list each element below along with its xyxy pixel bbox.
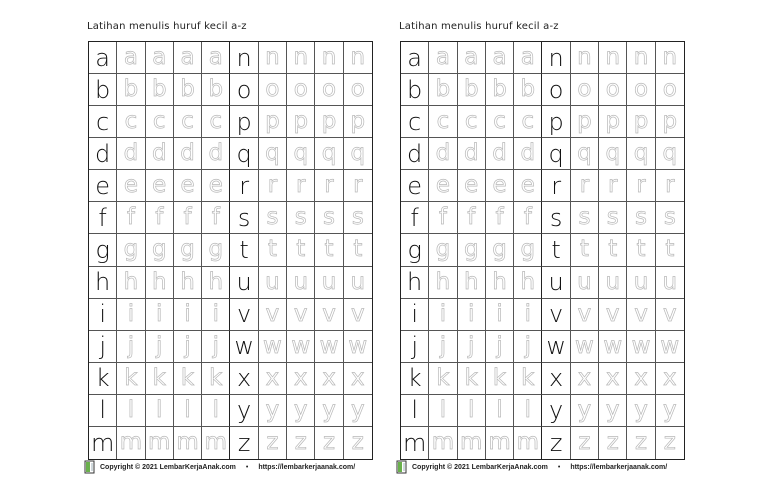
trace-letter-p: p [627, 106, 655, 138]
trace-letter-j: j [458, 331, 486, 363]
trace-letter-o: o [287, 74, 315, 106]
model-letter-o: o [230, 74, 258, 106]
trace-letter-d: d [146, 138, 174, 170]
trace-letter-h: h [514, 267, 542, 299]
model-letter-b: b [89, 74, 117, 106]
trace-letter-i: i [458, 299, 486, 331]
trace-letter-d: d [429, 138, 457, 170]
model-letter-c: c [401, 106, 429, 138]
trace-letter-q: q [287, 138, 315, 170]
model-letter-s: s [230, 202, 258, 234]
trace-letter-e: e [146, 170, 174, 202]
copyright-text: Copyright © 2021 LembarKerjaAnak.com [100, 463, 236, 471]
trace-letter-d: d [202, 138, 230, 170]
trace-letter-p: p [599, 106, 627, 138]
trace-letter-w: w [315, 331, 343, 363]
trace-letter-m: m [174, 427, 202, 459]
footer-separator: • [557, 463, 561, 471]
trace-letter-l: l [458, 395, 486, 427]
trace-letter-y: y [287, 395, 315, 427]
trace-letter-s: s [315, 202, 343, 234]
book-logo-icon [84, 460, 96, 474]
trace-letter-k: k [202, 363, 230, 395]
trace-letter-u: u [571, 267, 599, 299]
model-letter-r: r [542, 170, 570, 202]
trace-letter-c: c [174, 106, 202, 138]
letter-grid [88, 41, 373, 460]
model-letter-w: w [542, 331, 570, 363]
trace-letter-t: t [627, 234, 655, 266]
trace-letter-i: i [429, 299, 457, 331]
trace-letter-k: k [146, 363, 174, 395]
trace-letter-m: m [514, 427, 542, 459]
trace-letter-r: r [344, 170, 372, 202]
trace-letter-e: e [117, 170, 145, 202]
trace-letter-z: z [627, 427, 655, 459]
trace-letter-e: e [486, 170, 514, 202]
trace-letter-w: w [656, 331, 684, 363]
trace-letter-t: t [287, 234, 315, 266]
trace-letter-g: g [458, 234, 486, 266]
trace-letter-z: z [571, 427, 599, 459]
trace-letter-w: w [627, 331, 655, 363]
model-letter-y: y [542, 395, 570, 427]
trace-letter-t: t [656, 234, 684, 266]
trace-letter-j: j [146, 331, 174, 363]
worksheet-title: Latihan menulis huruf kecil a-z [87, 21, 247, 32]
trace-letter-m: m [458, 427, 486, 459]
model-letter-n: n [542, 42, 570, 74]
footer-separator: • [245, 463, 249, 471]
model-letter-p: p [230, 106, 258, 138]
trace-letter-k: k [117, 363, 145, 395]
trace-letter-y: y [627, 395, 655, 427]
trace-letter-b: b [202, 74, 230, 106]
trace-letter-v: v [599, 299, 627, 331]
trace-letter-u: u [259, 267, 287, 299]
trace-letter-w: w [287, 331, 315, 363]
trace-letter-e: e [458, 170, 486, 202]
trace-letter-f: f [514, 202, 542, 234]
trace-letter-e: e [174, 170, 202, 202]
trace-letter-j: j [174, 331, 202, 363]
model-letter-e: e [89, 170, 117, 202]
model-letter-t: t [230, 234, 258, 266]
trace-letter-u: u [315, 267, 343, 299]
trace-letter-w: w [259, 331, 287, 363]
trace-letter-b: b [514, 74, 542, 106]
trace-letter-q: q [627, 138, 655, 170]
trace-letter-h: h [458, 267, 486, 299]
trace-letter-f: f [146, 202, 174, 234]
trace-letter-f: f [486, 202, 514, 234]
trace-letter-c: c [429, 106, 457, 138]
model-letter-l: l [89, 395, 117, 427]
model-letter-u: u [230, 267, 258, 299]
trace-letter-n: n [344, 42, 372, 74]
trace-letter-j: j [429, 331, 457, 363]
trace-letter-q: q [344, 138, 372, 170]
trace-letter-o: o [599, 74, 627, 106]
model-letter-j: j [401, 331, 429, 363]
trace-letter-x: x [599, 363, 627, 395]
trace-letter-t: t [344, 234, 372, 266]
trace-letter-v: v [571, 299, 599, 331]
model-letter-u: u [542, 267, 570, 299]
model-letter-z: z [230, 427, 258, 459]
worksheet-left [84, 0, 384, 501]
trace-letter-i: i [202, 299, 230, 331]
trace-letter-c: c [146, 106, 174, 138]
trace-letter-h: h [429, 267, 457, 299]
trace-letter-o: o [627, 74, 655, 106]
trace-letter-b: b [146, 74, 174, 106]
model-letter-q: q [230, 138, 258, 170]
model-letter-m: m [401, 427, 429, 459]
trace-letter-v: v [656, 299, 684, 331]
trace-letter-r: r [599, 170, 627, 202]
trace-letter-j: j [486, 331, 514, 363]
trace-letter-t: t [571, 234, 599, 266]
trace-letter-n: n [627, 42, 655, 74]
trace-letter-w: w [599, 331, 627, 363]
trace-letter-k: k [486, 363, 514, 395]
trace-letter-e: e [202, 170, 230, 202]
website-link[interactable]: https://lembarkerjaanak.com/ [570, 463, 668, 471]
trace-letter-z: z [315, 427, 343, 459]
trace-letter-l: l [202, 395, 230, 427]
trace-letter-l: l [429, 395, 457, 427]
trace-letter-d: d [486, 138, 514, 170]
trace-letter-m: m [202, 427, 230, 459]
model-letter-m: m [89, 427, 117, 459]
trace-letter-w: w [571, 331, 599, 363]
model-letter-j: j [89, 331, 117, 363]
trace-letter-x: x [259, 363, 287, 395]
model-letter-x: x [230, 363, 258, 395]
trace-letter-q: q [656, 138, 684, 170]
trace-letter-c: c [202, 106, 230, 138]
model-letter-d: d [89, 138, 117, 170]
trace-letter-z: z [287, 427, 315, 459]
model-letter-d: d [401, 138, 429, 170]
trace-letter-y: y [571, 395, 599, 427]
model-letter-x: x [542, 363, 570, 395]
trace-letter-a: a [174, 42, 202, 74]
model-letter-l: l [401, 395, 429, 427]
model-letter-f: f [401, 202, 429, 234]
trace-letter-t: t [259, 234, 287, 266]
model-letter-p: p [542, 106, 570, 138]
model-letter-a: a [89, 42, 117, 74]
trace-letter-n: n [287, 42, 315, 74]
trace-letter-e: e [514, 170, 542, 202]
trace-letter-r: r [656, 170, 684, 202]
trace-letter-a: a [202, 42, 230, 74]
trace-letter-g: g [174, 234, 202, 266]
trace-letter-v: v [259, 299, 287, 331]
trace-letter-m: m [486, 427, 514, 459]
trace-letter-m: m [429, 427, 457, 459]
worksheet-footer [84, 458, 384, 476]
model-letter-v: v [230, 299, 258, 331]
website-link[interactable]: https://lembarkerjaanak.com/ [258, 463, 356, 471]
trace-letter-v: v [315, 299, 343, 331]
trace-letter-a: a [117, 42, 145, 74]
trace-letter-m: m [117, 427, 145, 459]
model-letter-z: z [542, 427, 570, 459]
trace-letter-l: l [146, 395, 174, 427]
trace-letter-n: n [599, 42, 627, 74]
model-letter-k: k [401, 363, 429, 395]
model-letter-e: e [401, 170, 429, 202]
model-letter-y: y [230, 395, 258, 427]
trace-letter-h: h [174, 267, 202, 299]
trace-letter-t: t [599, 234, 627, 266]
trace-letter-r: r [259, 170, 287, 202]
trace-letter-c: c [117, 106, 145, 138]
trace-letter-o: o [571, 74, 599, 106]
trace-letter-y: y [344, 395, 372, 427]
trace-letter-x: x [344, 363, 372, 395]
trace-letter-f: f [458, 202, 486, 234]
trace-letter-x: x [315, 363, 343, 395]
trace-letter-u: u [656, 267, 684, 299]
trace-letter-x: x [571, 363, 599, 395]
trace-letter-s: s [259, 202, 287, 234]
trace-letter-u: u [627, 267, 655, 299]
trace-letter-a: a [514, 42, 542, 74]
trace-letter-w: w [344, 331, 372, 363]
trace-letter-r: r [315, 170, 343, 202]
model-letter-c: c [89, 106, 117, 138]
trace-letter-y: y [315, 395, 343, 427]
trace-letter-b: b [486, 74, 514, 106]
trace-letter-y: y [599, 395, 627, 427]
model-letter-i: i [401, 299, 429, 331]
trace-letter-l: l [514, 395, 542, 427]
trace-letter-p: p [344, 106, 372, 138]
trace-letter-f: f [202, 202, 230, 234]
trace-letter-c: c [458, 106, 486, 138]
model-letter-o: o [542, 74, 570, 106]
trace-letter-k: k [458, 363, 486, 395]
trace-letter-m: m [146, 427, 174, 459]
model-letter-f: f [89, 202, 117, 234]
trace-letter-x: x [627, 363, 655, 395]
trace-letter-g: g [514, 234, 542, 266]
trace-letter-l: l [486, 395, 514, 427]
trace-letter-u: u [599, 267, 627, 299]
trace-letter-j: j [514, 331, 542, 363]
worksheet-right [396, 0, 696, 501]
trace-letter-l: l [117, 395, 145, 427]
model-letter-q: q [542, 138, 570, 170]
trace-letter-k: k [429, 363, 457, 395]
worksheet-title: Latihan menulis huruf kecil a-z [399, 21, 559, 32]
trace-letter-f: f [429, 202, 457, 234]
trace-letter-g: g [146, 234, 174, 266]
trace-letter-o: o [656, 74, 684, 106]
book-logo-icon [396, 460, 408, 474]
trace-letter-b: b [174, 74, 202, 106]
trace-letter-i: i [514, 299, 542, 331]
model-letter-i: i [89, 299, 117, 331]
trace-letter-s: s [344, 202, 372, 234]
trace-letter-j: j [202, 331, 230, 363]
trace-letter-u: u [344, 267, 372, 299]
trace-letter-q: q [599, 138, 627, 170]
trace-letter-d: d [117, 138, 145, 170]
trace-letter-n: n [571, 42, 599, 74]
model-letter-h: h [401, 267, 429, 299]
trace-letter-z: z [351, 429, 364, 456]
trace-letter-p: p [287, 106, 315, 138]
model-letter-a: a [401, 42, 429, 74]
trace-letter-s: s [627, 202, 655, 234]
worksheet-footer [396, 458, 696, 476]
trace-letter-q: q [259, 138, 287, 170]
trace-letter-k: k [514, 363, 542, 395]
trace-letter-p: p [571, 106, 599, 138]
trace-letter-n: n [315, 42, 343, 74]
trace-letter-n: n [259, 42, 287, 74]
trace-letter-c: c [514, 106, 542, 138]
trace-letter-i: i [486, 299, 514, 331]
model-letter-g: g [89, 234, 117, 266]
trace-letter-b: b [429, 74, 457, 106]
trace-letter-y: y [656, 395, 684, 427]
trace-letter-p: p [656, 106, 684, 138]
trace-letter-h: h [486, 267, 514, 299]
model-letter-w: w [230, 331, 258, 363]
trace-letter-o: o [344, 74, 372, 106]
trace-letter-f: f [117, 202, 145, 234]
trace-letter-b: b [117, 74, 145, 106]
trace-letter-a: a [429, 42, 457, 74]
model-letter-v: v [542, 299, 570, 331]
trace-letter-f: f [174, 202, 202, 234]
trace-letter-r: r [571, 170, 599, 202]
trace-letter-z: z [259, 427, 287, 459]
trace-letter-v: v [344, 299, 372, 331]
trace-letter-s: s [287, 202, 315, 234]
trace-letter-s: s [599, 202, 627, 234]
trace-letter-q: q [315, 138, 343, 170]
model-letter-s: s [542, 202, 570, 234]
trace-letter-e: e [429, 170, 457, 202]
trace-letter-s: s [656, 202, 684, 234]
trace-letter-c: c [486, 106, 514, 138]
model-letter-r: r [230, 170, 258, 202]
model-letter-b: b [401, 74, 429, 106]
trace-letter-d: d [174, 138, 202, 170]
trace-letter-g: g [429, 234, 457, 266]
model-letter-k: k [89, 363, 117, 395]
trace-letter-v: v [627, 299, 655, 331]
trace-letter-z: z [599, 427, 627, 459]
trace-letter-r: r [627, 170, 655, 202]
copyright-text: Copyright © 2021 LembarKerjaAnak.com [412, 463, 548, 471]
trace-letter-a: a [458, 42, 486, 74]
trace-letter-g: g [486, 234, 514, 266]
trace-letter-a: a [146, 42, 174, 74]
trace-letter-g: g [117, 234, 145, 266]
model-letter-h: h [89, 267, 117, 299]
trace-letter-g: g [202, 234, 230, 266]
model-letter-t: t [542, 234, 570, 266]
trace-letter-y: y [259, 395, 287, 427]
trace-letter-d: d [458, 138, 486, 170]
trace-letter-o: o [259, 74, 287, 106]
trace-letter-x: x [287, 363, 315, 395]
trace-letter-s: s [571, 202, 599, 234]
trace-letter-h: h [146, 267, 174, 299]
trace-letter-j: j [117, 331, 145, 363]
trace-letter-z: z [663, 429, 676, 456]
trace-letter-u: u [287, 267, 315, 299]
trace-letter-a: a [486, 42, 514, 74]
trace-letter-p: p [259, 106, 287, 138]
trace-letter-l: l [174, 395, 202, 427]
trace-letter-x: x [656, 363, 684, 395]
trace-letter-i: i [146, 299, 174, 331]
trace-letter-k: k [174, 363, 202, 395]
model-letter-g: g [401, 234, 429, 266]
trace-letter-h: h [202, 267, 230, 299]
trace-letter-i: i [174, 299, 202, 331]
letter-grid [400, 41, 685, 460]
model-letter-n: n [230, 42, 258, 74]
trace-letter-v: v [287, 299, 315, 331]
trace-letter-i: i [117, 299, 145, 331]
trace-letter-h: h [117, 267, 145, 299]
trace-letter-q: q [571, 138, 599, 170]
trace-letter-t: t [315, 234, 343, 266]
trace-letter-d: d [514, 138, 542, 170]
trace-letter-n: n [656, 42, 684, 74]
trace-letter-p: p [315, 106, 343, 138]
trace-letter-r: r [287, 170, 315, 202]
trace-letter-b: b [458, 74, 486, 106]
trace-letter-o: o [315, 74, 343, 106]
